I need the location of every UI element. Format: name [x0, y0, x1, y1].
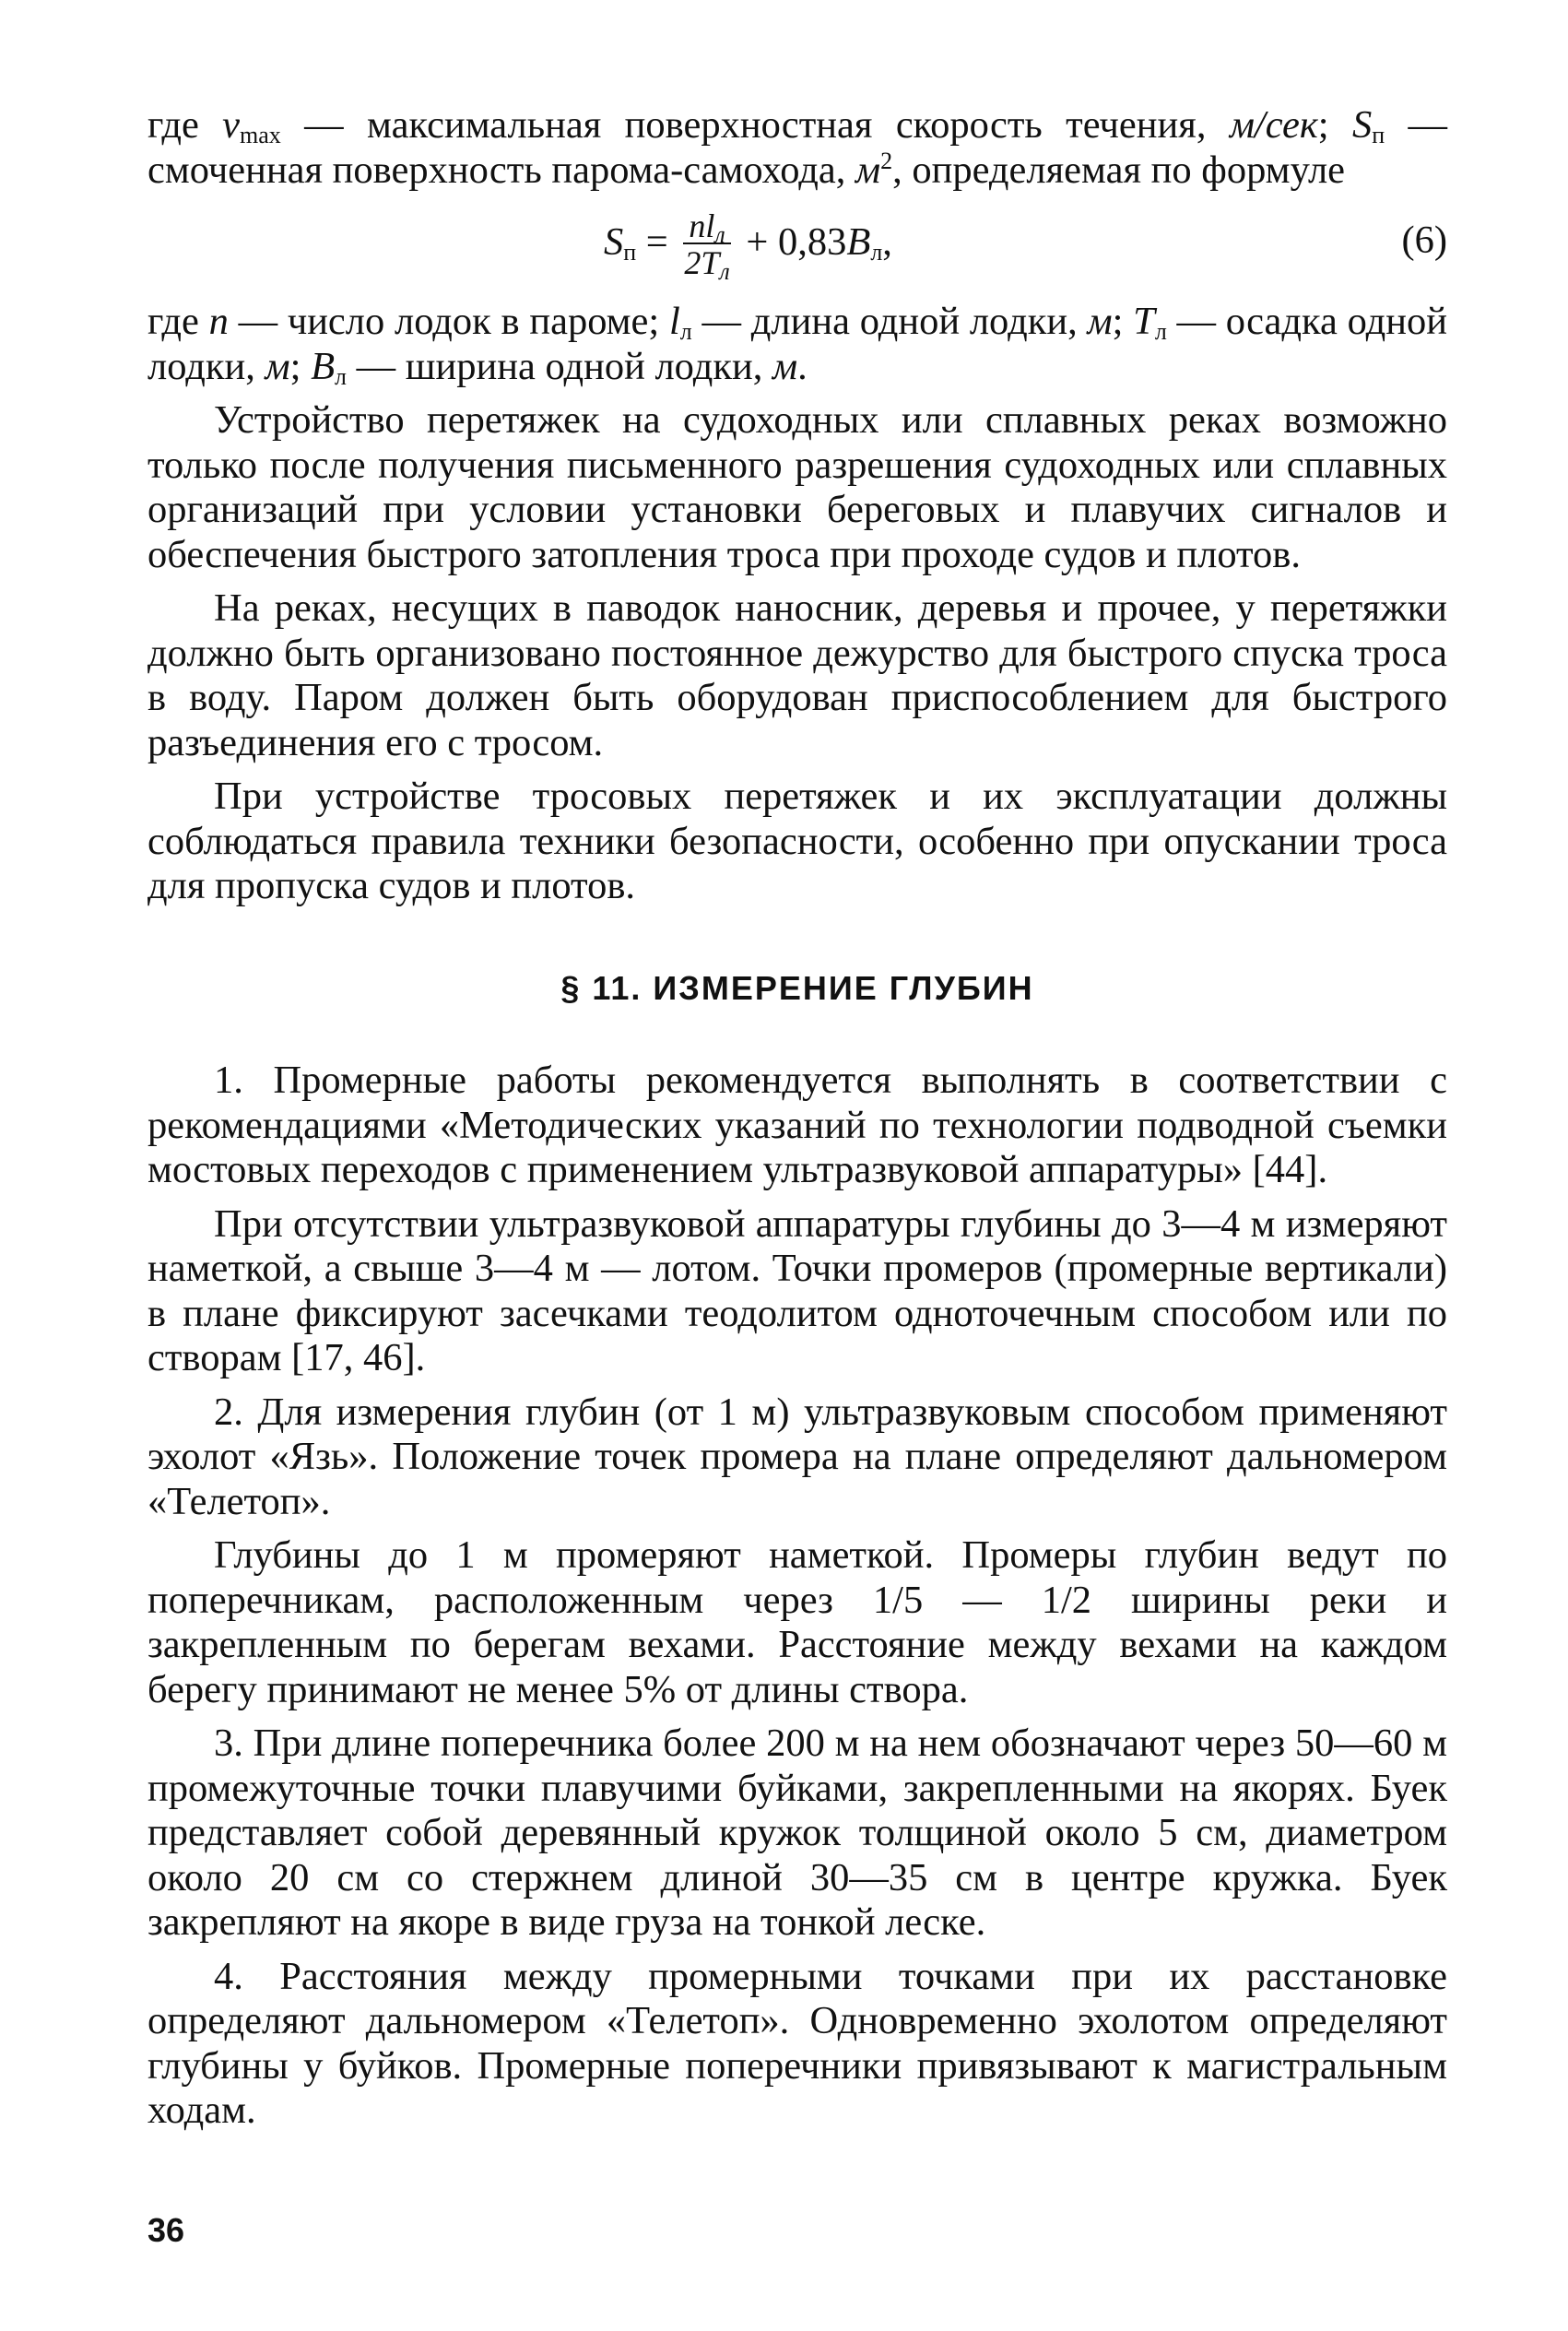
equation-number: (6)	[1401, 219, 1447, 262]
page-number: 36	[147, 2211, 185, 2249]
paragraph-item-1: 1. Промерные работы рекомендуется выполнять в соответствии с рекомендациями «Методических указаний по технологии подводной съемки мостовых переходов с применением ультразвуковой аппаратуры» [44].	[147, 1059, 1447, 1191]
paragraph-item-3: 3. При длине поперечника более 200 м на нем обозначают через 50—60 м промежуточные точки плавучими буйками, закрепленными на якорях. Буек представляет собой деревянный кружок толщиной около 5 см, диаметром около 20 см со стержнем длиной 30—35 см в центре кружка. Буек закрепляют на якоре в виде груза на тонкой леске.	[147, 1722, 1447, 1944]
paragraph-item-2: 2. Для измерения глубин (от 1 м) ультразвуковым способом применяют эхолот «Язь». Положение точек промера на плане определяют дальномером «Телетоп».	[147, 1390, 1447, 1523]
formula-expression: $S_п$ = $\frac{nl_л}{2T_л}$ + $0,83B_л$,	[604, 207, 892, 285]
paragraph-item-4: 4. Расстояния между промерными точками при их расстановке определяют дальномером «Телетоп». Одновременно эхолотом определяют глубины у буйков. Промерные поперечники привязывают к магистральным ходам.	[147, 1954, 1447, 2132]
paragraph-crossing-permits: Устройство перетяжек на судоходных или сплавных реках возможно только после получения письменного разрешения судоходных или сплавных организаций при условии установки береговых и плавучих сигналов и обеспечения быстрого затопления троса при проходе судов и плотов.	[147, 398, 1447, 576]
paragraph-no-ultrasound: При отсутствии ультразвуковой аппаратуры глубины до 3—4 м измеряют наметкой, а свыше 3—4 м — лотом. Точки промеров (промерные вертикали) в плане фиксируют засечками теодолитом одноточечным способом или по створам [17, 46].	[147, 1201, 1447, 1379]
intro-paragraph: где $v_{max}$ — максимальная поверхностная скорость течения, м/сек; $S_п$ — смоченная поверхность парома-самохода, $м^2$, определяемая по формуле	[147, 103, 1447, 192]
formula-6	[147, 193, 1447, 300]
formula-fraction: $\frac{nl_л}{2T_л}$	[684, 207, 730, 285]
paragraph-safety: При устройстве тросовых перетяжек и их эксплуатации должны соблюдаться правила техники безопасности, особенно при опускании троса для пропуска судов и плотов.	[147, 775, 1447, 907]
where-paragraph: где n — число лодок в пароме; $l_л$ — длина одной лодки, м; $T_л$ — осадка одной лодки, м; $B_л$ — ширина одной лодки, м.	[147, 300, 1447, 390]
paragraph-flood-duty: На реках, несущих в паводок наносник, деревья и прочее, у перетяжки должно быть организовано постоянное дежурство для быстрого спуска троса в воду. Паром должен быть оборудован приспособлением для быстрого разъединения его с тросом.	[147, 586, 1447, 764]
page-body	[147, 103, 1447, 2134]
paragraph-shallow-depths: Глубины до 1 м промеряют наметкой. Промеры глубин ведут по поперечникам, расположенным через 1/5 — 1/2 ширины реки и закрепленным по берегам вехами. Расстояние между вехами на каждом берегу принимают не менее 5% от длины створа.	[147, 1533, 1447, 1711]
section-heading: § 11. ИЗМЕРЕНИЕ ГЛУБИН	[560, 968, 1034, 1007]
